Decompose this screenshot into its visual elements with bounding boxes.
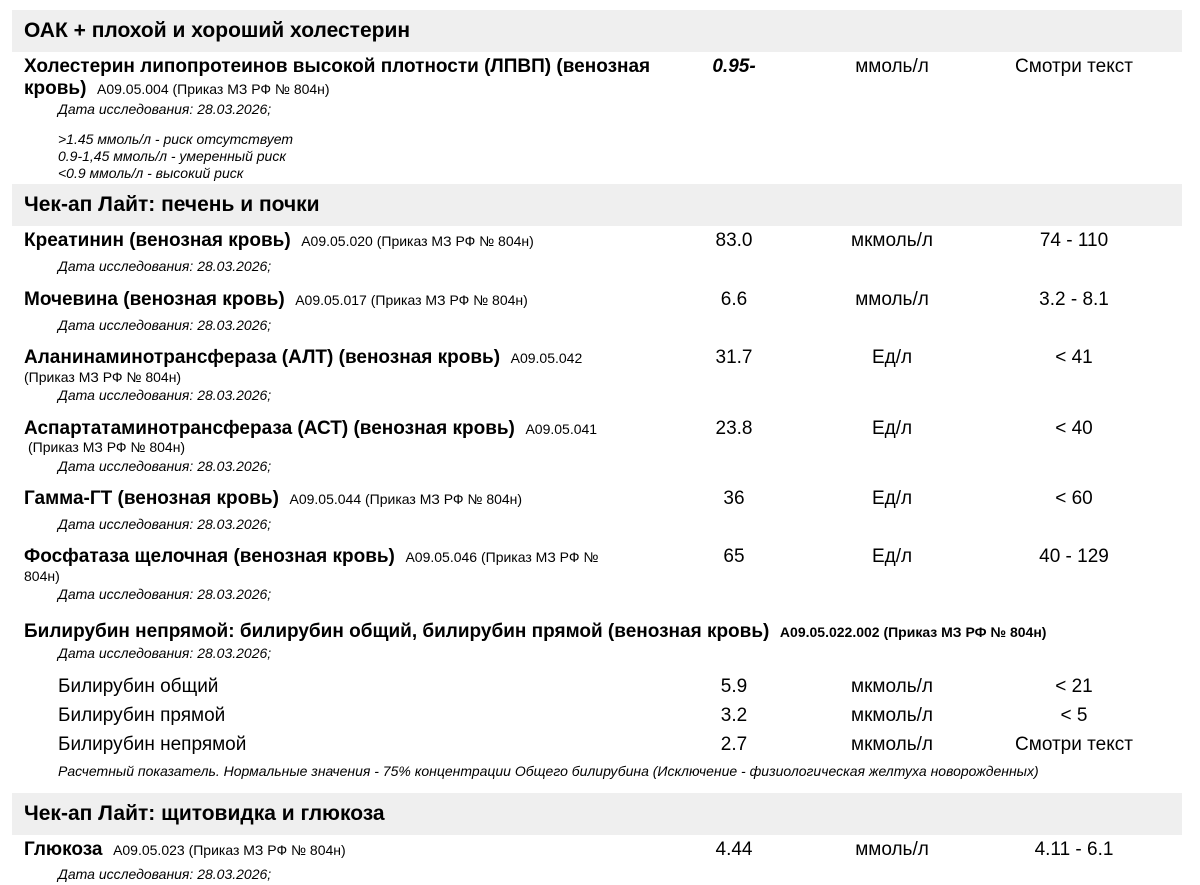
test-reference: Смотри текст xyxy=(1015,56,1133,77)
test-title: Глюкоза xyxy=(24,839,103,860)
test-date: Дата исследования: 28.03.2026; xyxy=(58,586,272,602)
test-unit: Ед/л xyxy=(871,418,913,439)
sub-test-name: Билирубин прямой xyxy=(58,705,226,726)
test-reference: < 5 xyxy=(1060,705,1088,726)
test-date: Дата исследования: 28.03.2026; xyxy=(58,258,272,274)
test-code: A09.05.020 (Приказ МЗ РФ № 804н) xyxy=(301,233,534,249)
test-value: 83.0 xyxy=(715,230,753,251)
test-value: 0.95- xyxy=(712,56,756,77)
test-date: Дата исследования: 28.03.2026; xyxy=(58,387,272,403)
test-name xyxy=(24,418,664,440)
test-code: A09.05.042 xyxy=(510,350,583,366)
test-name xyxy=(24,230,664,252)
test-value: 65 xyxy=(723,546,745,567)
test-code: A09.05.046 (Приказ МЗ РФ № xyxy=(405,549,599,565)
test-reference: < 60 xyxy=(1055,488,1093,509)
risk-note: <0.9 ммоль/л - высокий риск xyxy=(58,165,244,181)
test-reference: 3.2 - 8.1 xyxy=(1039,289,1109,310)
test-reference: < 40 xyxy=(1055,418,1093,439)
test-name xyxy=(24,546,664,568)
risk-note: 0.9-1,45 ммоль/л - умеренный риск xyxy=(58,148,286,164)
test-reference: < 41 xyxy=(1055,347,1093,368)
test-code: A09.05.044 (Приказ МЗ РФ № 804н) xyxy=(289,491,523,507)
test-code: A09.05.017 (Приказ МЗ РФ № 804н) xyxy=(295,292,528,308)
test-title: Холестерин липопротеинов высокой плотности (ЛПВП) (венозная кровь) xyxy=(24,56,651,99)
test-name xyxy=(24,347,664,369)
test-reference: 4.11 - 6.1 xyxy=(1034,839,1114,860)
test-title: Билирубин непрямой: билирубин общий, билирубин прямой (венозная кровь) xyxy=(24,621,770,642)
test-value: 2.7 xyxy=(720,734,748,755)
test-code: A09.05.041 xyxy=(525,421,598,437)
test-name xyxy=(24,488,664,510)
test-value: 3.2 xyxy=(720,705,748,726)
section-title: Чек-ап Лайт: щитовидка и глюкоза xyxy=(24,802,385,825)
sub-test-name: Билирубин общий xyxy=(58,676,219,697)
test-date: Дата исследования: 28.03.2026; xyxy=(58,866,272,882)
test-code: A09.05.023 (Приказ МЗ РФ № 804н) xyxy=(113,842,346,858)
test-title: Фосфатаза щелочная (венозная кровь) xyxy=(24,546,395,567)
risk-note: >1.45 ммоль/л - риск отсутствует xyxy=(58,131,293,147)
test-title: Гамма-ГТ (венозная кровь) xyxy=(24,488,279,509)
test-unit: ммоль/л xyxy=(855,839,929,860)
risk-notes xyxy=(58,131,293,182)
section-header xyxy=(12,10,1182,52)
test-date: Дата исследования: 28.03.2026; xyxy=(58,458,272,474)
test-value: 4.44 xyxy=(715,839,753,860)
test-unit: мкмоль/л xyxy=(851,734,933,755)
test-unit: Ед/л xyxy=(871,347,913,368)
section-title: Чек-ап Лайт: печень и почки xyxy=(24,193,320,216)
section-title: ОАК + плохой и хороший холестерин xyxy=(24,19,411,42)
test-unit: ммоль/л xyxy=(855,56,929,77)
test-reference: < 21 xyxy=(1055,676,1093,697)
test-name xyxy=(24,621,1174,643)
test-code: A09.05.022.002 (Приказ МЗ РФ № 804н) xyxy=(779,624,1047,640)
test-value: 31.7 xyxy=(715,347,753,368)
test-unit: мкмоль/л xyxy=(851,676,933,697)
test-code: A09.05.004 (Приказ МЗ РФ № 804н) xyxy=(96,81,330,97)
test-title: Креатинин (венозная кровь) xyxy=(24,230,291,251)
test-code-continued: (Приказ МЗ РФ № 804н) xyxy=(28,439,186,455)
test-title: Аспартатаминотрансфераза (АСТ) (венозная кровь) xyxy=(24,418,515,439)
test-date: Дата исследования: 28.03.2026; xyxy=(58,645,272,661)
test-value: 36 xyxy=(723,488,745,509)
test-unit: Ед/л xyxy=(871,546,913,567)
sub-test-name: Билирубин непрямой xyxy=(58,734,247,755)
test-unit: мкмоль/л xyxy=(851,230,933,251)
test-name xyxy=(24,56,664,100)
test-reference: 74 - 110 xyxy=(1039,230,1109,251)
section-header xyxy=(12,793,1182,835)
test-unit: мкмоль/л xyxy=(851,705,933,726)
section-header xyxy=(12,184,1182,226)
test-unit: Ед/л xyxy=(871,488,913,509)
test-unit: ммоль/л xyxy=(855,289,929,310)
test-code-continued: 804н) xyxy=(24,568,60,584)
test-name xyxy=(24,289,664,311)
test-date: Дата исследования: 28.03.2026; xyxy=(58,317,272,333)
test-code-continued: (Приказ МЗ РФ № 804н) xyxy=(24,369,182,385)
test-reference: 40 - 129 xyxy=(1039,546,1109,567)
test-value: 6.6 xyxy=(720,289,748,310)
test-reference: Смотри текст xyxy=(1015,734,1133,755)
calculation-comment: Расчетный показатель. Нормальные значения - 75% концентрации Общего билирубина (Исключение - физиологическая желтуха новорожденных) xyxy=(58,763,1039,779)
test-value: 5.9 xyxy=(720,676,748,697)
test-value: 23.8 xyxy=(715,418,753,439)
test-date: Дата исследования: 28.03.2026; xyxy=(58,101,272,117)
test-name xyxy=(24,839,664,861)
test-title: Мочевина (венозная кровь) xyxy=(24,289,285,310)
test-date: Дата исследования: 28.03.2026; xyxy=(58,516,272,532)
test-title: Аланинаминотрансфераза (АЛТ) (венозная кровь) xyxy=(24,347,501,368)
